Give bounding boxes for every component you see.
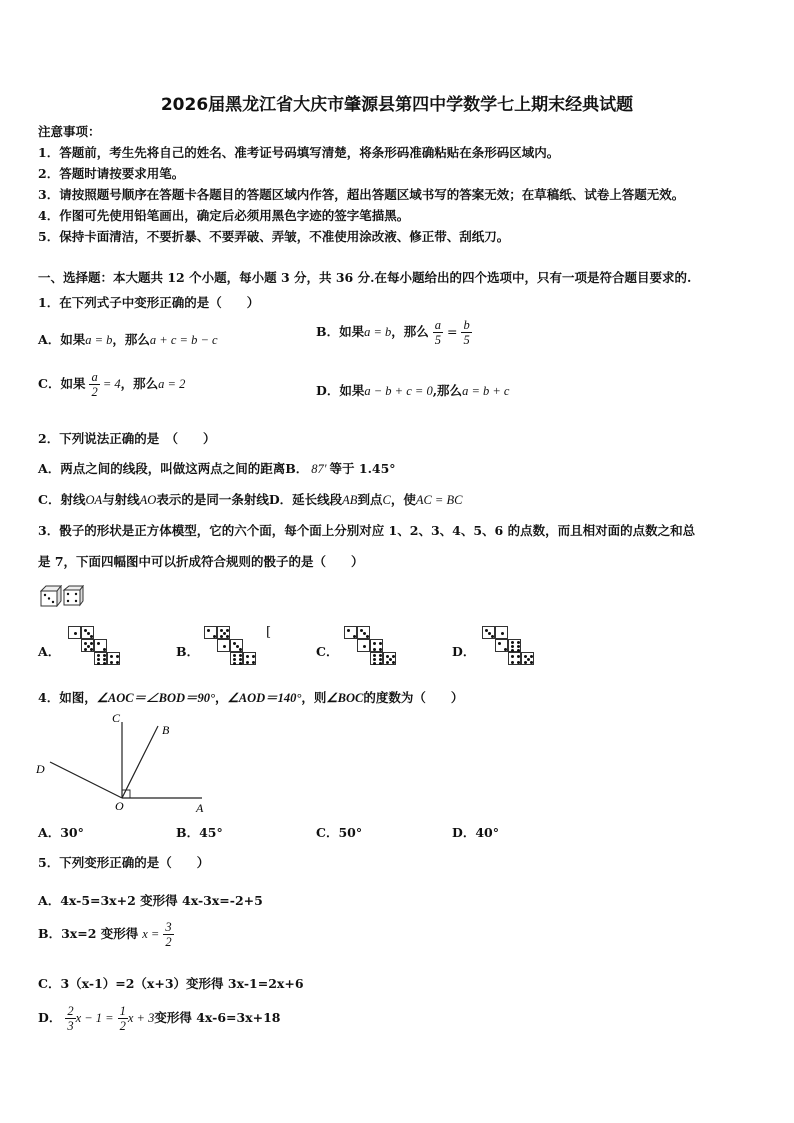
q5-b-frac xyxy=(163,920,173,949)
pip xyxy=(379,642,382,645)
q5-d-m1: x − 1 = xyxy=(75,1011,114,1025)
q3-option-c-label: C． xyxy=(316,644,339,659)
q1-d-mid: ,那么 xyxy=(432,383,463,398)
q1-c-eq: = 4 xyxy=(99,377,121,391)
pip xyxy=(373,654,376,657)
q2-stem: 2．下列说法正确的是 （ ） xyxy=(38,431,216,446)
q2-c-rest: 表示的是同一条射线 xyxy=(156,492,269,507)
q4-mid: ，则 xyxy=(301,690,327,705)
dice-face xyxy=(243,652,256,665)
q4-m2: ∠AOD＝140° xyxy=(227,691,302,705)
q3-option-a-label: A． xyxy=(38,644,61,659)
pip xyxy=(379,648,382,651)
pip xyxy=(246,655,249,658)
pip xyxy=(103,662,106,665)
pip xyxy=(363,645,366,648)
pip xyxy=(74,632,77,635)
dice-face xyxy=(521,652,534,665)
pip xyxy=(504,648,507,651)
q1-c-num: a xyxy=(91,370,98,384)
q5-d-m2: x + 3 xyxy=(127,1011,155,1025)
q2-d-prefix: D．延长线段 xyxy=(268,492,343,507)
q1-option-a xyxy=(38,330,218,348)
q1-option-c xyxy=(38,370,185,399)
q5-option-d xyxy=(38,1004,281,1033)
pip xyxy=(373,642,376,645)
q5-d-frac2 xyxy=(118,1004,128,1033)
q5-d-num1: 2 xyxy=(67,1004,74,1018)
dice-face xyxy=(370,652,383,665)
q2-options-cd xyxy=(38,490,462,508)
q2-c-prefix: C．射线 xyxy=(38,492,86,507)
pip xyxy=(97,662,100,665)
dice-face xyxy=(230,639,243,652)
pip xyxy=(110,655,113,658)
pip xyxy=(103,658,106,661)
q2-d-mid: 到点 xyxy=(357,492,383,507)
q1-d-prefix: D．如果 xyxy=(316,383,365,398)
pip xyxy=(498,642,501,645)
q5-stem: 5．下列变形正确的是（ ） xyxy=(38,855,210,870)
notice-item-1: 1．答题前，考生先将自己的姓名、准考证号码填写清楚，将条形码准确粘贴在条形码区域内。 xyxy=(38,145,560,160)
dice-face xyxy=(370,639,383,652)
q2-b-prefix: B． xyxy=(285,461,309,476)
label-b: B xyxy=(162,723,170,737)
q1-a-math1: a = b xyxy=(85,333,113,347)
pip xyxy=(517,641,520,644)
q1-b-num2: b xyxy=(463,318,470,332)
dice-face xyxy=(107,652,120,665)
q2-options-ab xyxy=(38,459,396,477)
notice-item-4: 4．作图可先使用铅笔画出，确定后必须用黑色字迹的签字笔描黑。 xyxy=(38,208,410,223)
q1-a-mid: ，那么 xyxy=(112,332,150,347)
pip xyxy=(97,658,100,661)
notice-item-2: 2．答题时请按要求用笔。 xyxy=(38,166,185,181)
q5-b-den: 2 xyxy=(165,935,172,949)
pip xyxy=(239,658,242,661)
q2-b-math: 87′ xyxy=(311,462,327,476)
q5-d-num2: 1 xyxy=(119,1004,126,1018)
label-a: A xyxy=(196,801,204,815)
q1-b-eq: = xyxy=(447,324,458,339)
pip xyxy=(379,662,382,665)
pip xyxy=(239,648,242,651)
dice-face xyxy=(94,652,107,665)
pip xyxy=(252,655,255,658)
q1-c-mid: ，那么 xyxy=(120,376,159,391)
dice-face xyxy=(383,652,396,665)
q4-sep: ， xyxy=(215,690,228,705)
pip xyxy=(90,648,93,651)
q1-c-math: a = 2 xyxy=(158,377,186,391)
pip xyxy=(524,661,527,664)
q1-c-frac xyxy=(89,370,99,399)
dice-face xyxy=(482,626,495,639)
pip xyxy=(347,629,350,632)
pip xyxy=(233,658,236,661)
notice-item-3: 3．请按照题号顺序在答题卡各题目的答题区域内作答，超出答题区域书写的答案无效；在草稿纸、试卷上答题无效。 xyxy=(38,187,685,202)
dice-face xyxy=(508,639,521,652)
pip xyxy=(252,661,255,664)
pip xyxy=(373,662,376,665)
pip xyxy=(226,635,229,638)
ray-ob xyxy=(122,726,158,798)
dice-face xyxy=(357,626,370,639)
pip xyxy=(110,661,113,664)
q4-option-a: A．30° xyxy=(38,825,84,840)
pip xyxy=(379,658,382,661)
pip xyxy=(517,645,520,648)
q5-d-den2: 2 xyxy=(119,1019,126,1033)
q2-d-mid2: ，使 xyxy=(390,492,416,507)
pip xyxy=(353,635,356,638)
q1-b-den1: 5 xyxy=(434,333,442,347)
dice-face xyxy=(204,626,217,639)
q2-c-m1: OA xyxy=(85,493,103,507)
dice-face xyxy=(81,626,94,639)
notice-item-5: 5．保持卡面清洁，不要折暴、不要弄破、弄皱，不准使用涂改液、修正带、刮纸刀。 xyxy=(38,229,510,244)
pip xyxy=(392,655,395,658)
pip xyxy=(239,654,242,657)
pip xyxy=(90,642,93,645)
q2-c-m2: AO xyxy=(139,493,157,507)
q4-prefix: 4．如图， xyxy=(38,690,97,705)
q2-option-a: A．两点之间的线段，叫做这两点之间的距离 xyxy=(38,461,286,476)
dice-face xyxy=(344,626,357,639)
pip xyxy=(392,661,395,664)
dice-face xyxy=(68,626,81,639)
q3-line1: 3．骰子的形状是正方体模型，它的六个面，每个面上分别对应 1、2、3、4、5、6 的点数，而且相对面的点数之和总 xyxy=(38,523,696,538)
q1-d-math2: a = b + c xyxy=(462,384,510,398)
label-c: C xyxy=(112,711,121,725)
pip xyxy=(511,645,514,648)
q4-stem xyxy=(38,688,463,706)
dice-face xyxy=(217,626,230,639)
q3-line2: 是 7，下面四幅图中可以折成符合规则的骰子的是（ ） xyxy=(38,554,364,569)
pip xyxy=(517,655,520,658)
pip xyxy=(97,642,100,645)
pip xyxy=(223,645,226,648)
pip xyxy=(226,629,229,632)
q5-d-frac1 xyxy=(65,1004,75,1033)
dice-face xyxy=(230,652,243,665)
q3-option-d-label: D． xyxy=(452,644,476,659)
page-title: 2026届黑龙江省大庆市肇源县第四中学数学七上期末经典试题 xyxy=(160,95,634,115)
q5-d-prefix: D． xyxy=(38,1010,62,1025)
q1-d-math1: a − b + c = 0 xyxy=(364,384,433,398)
pip xyxy=(511,641,514,644)
q1-a-math2: a + c = b − c xyxy=(149,333,218,347)
section-heading: 一、选择题：本大题共 12 个小题，每小题 3 分，共 36 分.在每小题给出的四个选项中，只有一项是符合题目要求的. xyxy=(38,270,692,285)
pip xyxy=(116,661,119,664)
q4-m1: ∠AOC＝∠BOD＝90° xyxy=(96,691,216,705)
pip xyxy=(530,655,533,658)
q4-option-c: C．50° xyxy=(316,825,363,840)
pip xyxy=(84,648,87,651)
dice-face xyxy=(217,639,230,652)
q4-rest: 的度数为（ ） xyxy=(363,690,464,705)
pip xyxy=(239,662,242,665)
dice-pair-icon xyxy=(40,585,84,607)
q5-b-prefix: B．3x=2 变形得 xyxy=(38,926,139,941)
stray-bracket: [ xyxy=(266,625,272,640)
q1-b-mid: ，那么 xyxy=(391,324,429,339)
q5-option-a: A．4x-5=3x+2 变形得 4x-3x=-2+5 xyxy=(38,893,263,908)
dice-face xyxy=(495,639,508,652)
pip xyxy=(501,632,504,635)
q1-option-b xyxy=(316,318,472,347)
dice-face xyxy=(495,626,508,639)
pip xyxy=(517,661,520,664)
dice-face xyxy=(357,639,370,652)
q5-option-b xyxy=(38,920,174,949)
pip xyxy=(116,655,119,658)
q4-m3: ∠BOC xyxy=(326,691,364,705)
label-o: O xyxy=(115,799,124,813)
q1-b-num1: a xyxy=(434,318,442,332)
dice-face xyxy=(508,652,521,665)
q2-b-rest: 等于 1.45° xyxy=(329,461,396,476)
q4-angle-figure xyxy=(30,706,220,818)
q1-b-frac2 xyxy=(461,318,471,347)
pip xyxy=(379,654,382,657)
q5-d-rest: 变形得 4x-6=3x+18 xyxy=(154,1010,281,1025)
pip xyxy=(97,654,100,657)
pip xyxy=(373,648,376,651)
q5-d-den1: 3 xyxy=(67,1019,74,1033)
pip xyxy=(530,661,533,664)
q2-d-m1: AB xyxy=(342,493,358,507)
pip xyxy=(373,658,376,661)
pip xyxy=(246,661,249,664)
q1-stem: 1．在下列式子中变形正确的是（ ） xyxy=(38,295,260,310)
q2-c-mid: 与射线 xyxy=(102,492,140,507)
ray-od xyxy=(50,762,122,798)
q4-option-d: D．40° xyxy=(452,825,499,840)
q1-a-prefix: A．如果 xyxy=(38,332,86,347)
pip xyxy=(491,635,494,638)
q1-c-prefix: C．如果 xyxy=(38,376,86,391)
pip xyxy=(220,635,223,638)
pip xyxy=(386,661,389,664)
pip xyxy=(233,662,236,665)
pip xyxy=(366,635,369,638)
q1-c-den: 2 xyxy=(91,385,98,399)
pip xyxy=(511,655,514,658)
pip xyxy=(90,635,93,638)
q5-b-math: x = xyxy=(142,927,160,941)
q1-b-frac1 xyxy=(433,318,443,347)
pip xyxy=(207,629,210,632)
q5-option-c: C．3（x-1）=2（x+3）变形得 3x-1=2x+6 xyxy=(38,976,304,991)
dice-face xyxy=(81,639,94,652)
pip xyxy=(103,654,106,657)
pip xyxy=(103,648,106,651)
dice-face xyxy=(94,639,107,652)
notice-heading: 注意事项： xyxy=(38,124,101,139)
q2-d-m2: C xyxy=(382,493,391,507)
q1-b-den2: 5 xyxy=(463,333,470,347)
q1-option-d xyxy=(316,381,509,399)
q2-d-m3: AC = BC xyxy=(415,493,463,507)
q4-option-b: B．45° xyxy=(176,825,223,840)
pip xyxy=(213,635,216,638)
pip xyxy=(233,654,236,657)
label-d: D xyxy=(36,762,45,776)
q1-b-prefix: B．如果 xyxy=(316,324,365,339)
q3-option-b-label: B． xyxy=(176,644,200,659)
q5-b-num: 3 xyxy=(165,920,172,934)
q1-b-math1: a = b xyxy=(364,325,392,339)
pip xyxy=(511,661,514,664)
